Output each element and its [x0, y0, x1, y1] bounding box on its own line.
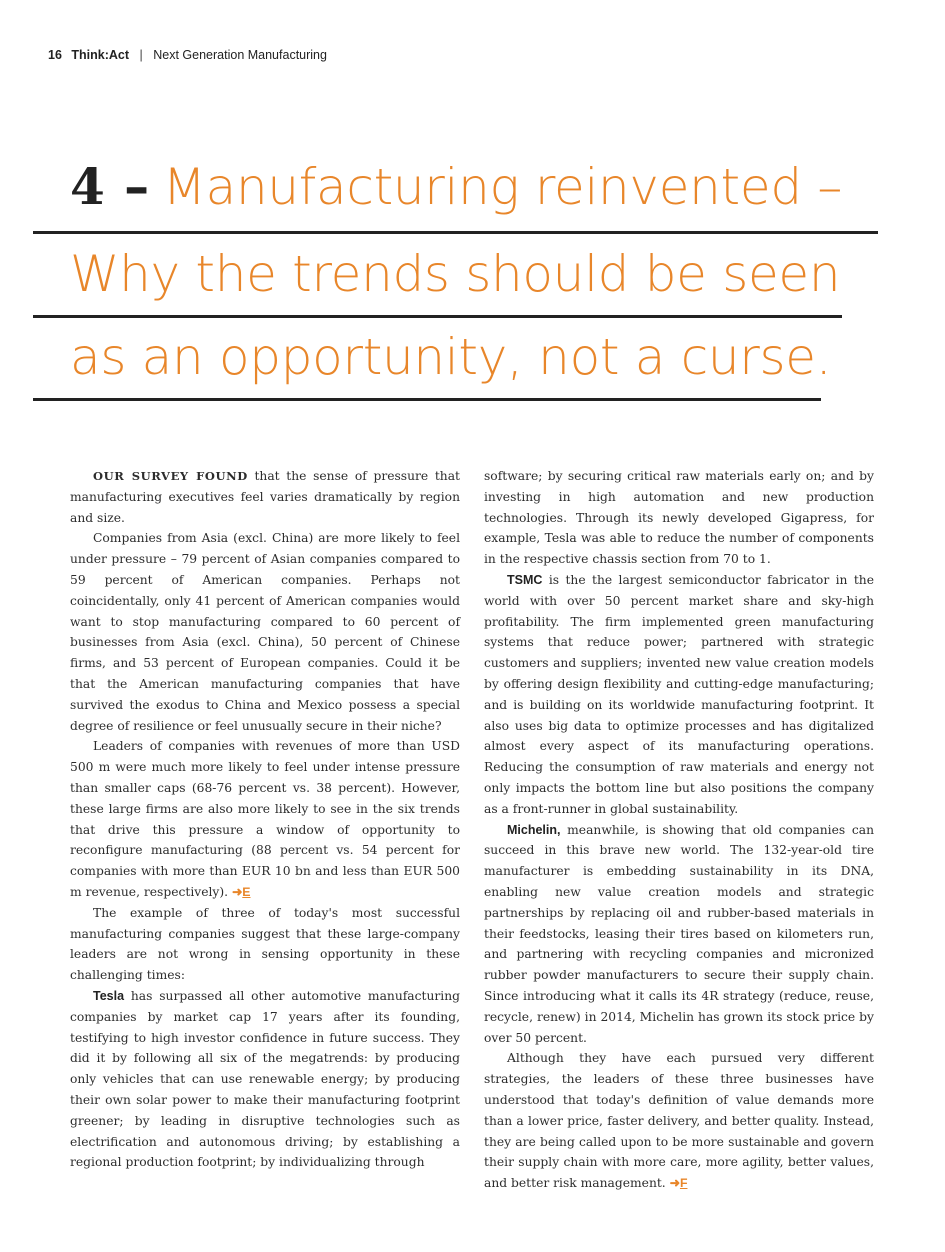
paragraph-leaders [70, 736, 460, 902]
arrow-right-icon: ➜ [669, 1176, 680, 1191]
paragraph-text: meanwhile, is showing that old companies can succeed in this brave new world. The 132-year-old tire manufacturer is embedding sustainability in its DNA, enabling new value creation models and strategic partnerships by replacing oil and rubber-based materials in their feedstocks, leasing their tires based on kilometers run, and partnering with recycling companies and micronized rubber powder manufacturers to secure their supply chain. Since introducing what it calls its 4R strategy (reduce, reuse, recycle, renew) in 2014, Michelin has grown its stock price by over 50 percent. [484, 822, 874, 1045]
reference-link-e[interactable] [232, 885, 251, 899]
paragraph-conclusion [484, 1048, 874, 1194]
chapter-dash: – [124, 158, 149, 216]
paragraph-michelin [484, 820, 874, 1049]
chapter-title-line-2: Why the trends should be seen [70, 245, 841, 303]
reference-link-f[interactable] [670, 1176, 688, 1190]
brand-name: Think:Act [71, 48, 130, 62]
page-header [48, 48, 327, 62]
paragraph-text: that the sense of pressure that manufacturing executives feel varies dramatically by region and size. [70, 469, 460, 525]
company-tsmc: TSMC [507, 572, 543, 587]
title-text-1: Manufacturing reinvented – [162, 158, 843, 216]
chapter-title-line-1 [70, 157, 842, 217]
header-separator: | [139, 48, 143, 62]
paragraph-tesla-continued: software; by securing critical raw materials early on; and by investing in high automation and new production technologies. Through its newly developed Gigapress, for example, Tesla was able to reduce the number of components in the respective chassis section from 70 to 1. [484, 469, 874, 567]
body-column-left [70, 466, 460, 1173]
paragraph-text: Although they have each pursued very different strategies, the leaders of these three businesses have understood that today's definition of value demands more than a lower price, faster delivery, and better quality. Instead, they are being called upon to be more sustainable and govern their supply chain with more care, more agility, better values, and better risk management. [484, 1051, 874, 1191]
chapter-title-line-3: as an opportunity, not a curse. [70, 328, 832, 386]
title-rule-2 [33, 315, 842, 318]
title-rule-3 [33, 398, 821, 401]
paragraph-tesla [70, 986, 460, 1173]
paragraph-survey [70, 466, 460, 528]
page-number: 16 [48, 48, 62, 62]
paragraph-text: is the the largest semiconductor fabricator in the world with over 50 percent market share and sky-high profitability. The firm implemented green manufacturing systems that reduce power; partnered with strategic customers and suppliers; invented new value creation models by offering design flexibility and cutting-edge manufacturing; and is building on its worldwide manufacturing footprint. It also uses big data to optimize processes and has digitalized almost every aspect of its manufacturing operations. Reducing the consumption of raw materials and energy not only impacts the bottom line but also positions the company as a front-runner in global sustainability. [484, 572, 874, 816]
chapter-number: 4 [70, 157, 105, 216]
paragraph-text: Leaders of companies with revenues of more than USD 500 m were much more likely to feel under intense pressure than smaller caps (68-76 percent vs. 38 percent). However, these large firms are also more likely to see in the six trends that drive this pressure a window of opportunity to reconfigure manufacturing (88 percent vs. 54 percent for companies with more than EUR 10 bn and less than EUR 500 m revenue, respectively). [70, 739, 460, 899]
paragraph-example: The example of three of today's most successful manufacturing companies suggest that these large-company leaders are not wrong in sensing opportunity in these challenging times: [70, 905, 460, 983]
arrow-right-icon: ➜ [231, 884, 243, 899]
paragraph-tsmc [484, 570, 874, 820]
body-column-right [484, 466, 874, 1194]
reference-letter: E [242, 884, 251, 899]
paragraph-text: has surpassed all other automotive manufacturing companies by market cap 17 years after its founding, testifying to high investor confidence in future success. They did it by following all six of the megatrends: by producing only vehicles that can use renewable energy; by producing their own solar power to make their manufacturing footprint greener; by leading in disruptive technologies such as electrification and autonomous driving; by establishing a regional production footprint; by individualizing through [70, 988, 460, 1170]
paragraph-asia: Companies from Asia (excl. China) are more likely to feel under pressure – 79 percent of Asian companies compared to 59 percent of American companies. Perhaps not coincidentally, only 41 percent of American companies would want to stop manufacturing compared to 60 percent of businesses from Asia (excl. China), 50 percent of Chinese firms, and 53 percent of European companies. Could it be that the American manufacturing companies that have survived the exodus to China and Mexico possess a special degree of resilience or feel unusually secure in their niche? [70, 531, 460, 733]
title-rule-1 [33, 231, 878, 234]
lead-in: OUR SURVEY FOUND [93, 469, 248, 483]
company-michelin: Michelin, [507, 822, 561, 837]
company-tesla: Tesla [93, 988, 125, 1003]
publication-title: Next Generation Manufacturing [153, 48, 327, 62]
reference-letter: F [679, 1176, 688, 1191]
